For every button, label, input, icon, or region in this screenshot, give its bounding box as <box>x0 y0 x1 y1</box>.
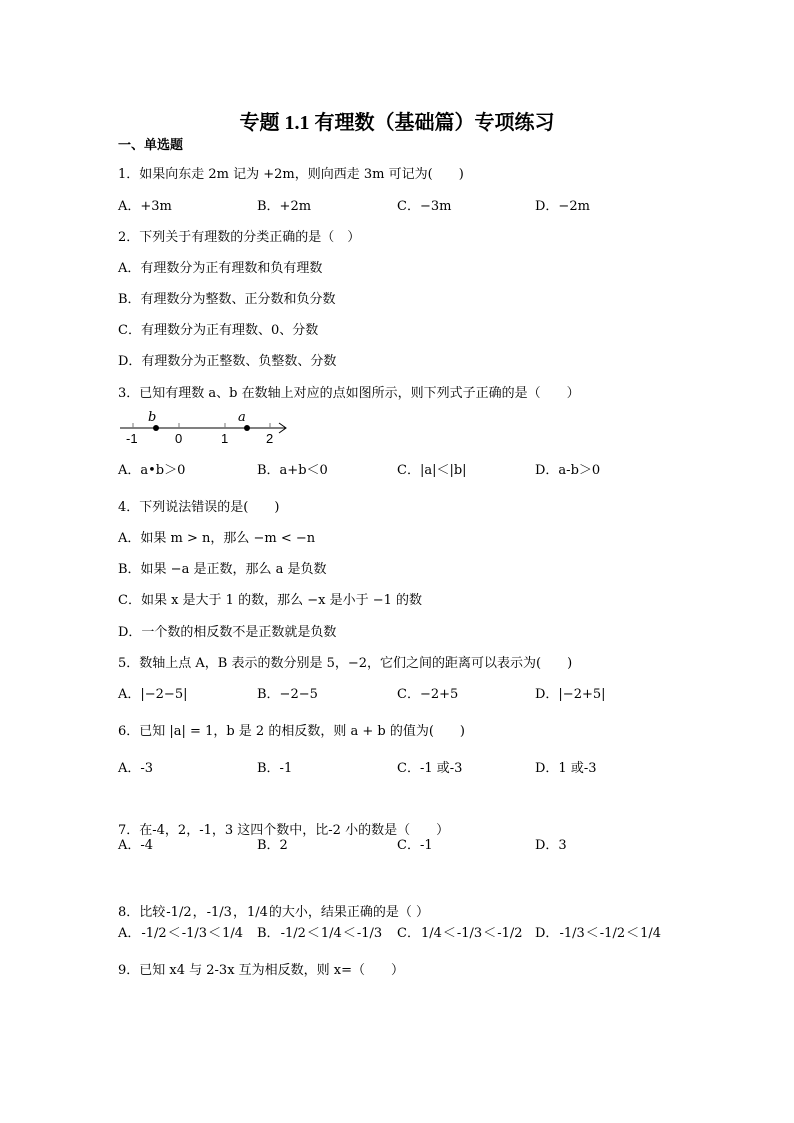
option-c: C．−3m <box>397 199 452 214</box>
option-label: D． <box>535 926 559 941</box>
option-d: D．有理数分为正整数、负整数、分数 <box>118 354 337 369</box>
point-b <box>153 425 159 431</box>
option-b: B．-1 <box>257 761 293 776</box>
page-title: 专题 1.1 有理数（基础篇）专项练习 <box>239 112 555 134</box>
tick-label: 2 <box>266 431 274 446</box>
option-b: B．-1/2＜1/4＜-1/3 <box>257 926 383 941</box>
option-a: A．-4 <box>118 838 154 853</box>
option-a: A．有理数分为正有理数和负有理数 <box>118 261 323 276</box>
option-a: A．a•b＞0 <box>118 463 186 478</box>
fraction: 1/4 <box>320 926 342 941</box>
option-d: D．−2m <box>535 199 590 214</box>
option-c: C．有理数分为正有理数、0、分数 <box>118 323 319 338</box>
fraction: -1/3 <box>181 926 208 941</box>
fraction: 1/4 <box>420 926 442 941</box>
tick-label: 0 <box>175 431 183 446</box>
fraction: -1/2 <box>166 905 192 920</box>
fraction: -1/2 <box>141 926 167 941</box>
fraction: -1/3 <box>456 926 483 941</box>
q8-stem-prefix: 8．比较 <box>118 905 166 920</box>
option-b: B．有理数分为整数、正分数和负分数 <box>118 292 336 307</box>
fraction: -1/3 <box>356 926 383 941</box>
fraction: -1/2 <box>599 926 626 941</box>
question-5: 5．数轴上点 A，B 表示的数分别是 5，−2，它们之间的距离可以表示为( ) <box>118 656 573 671</box>
point-b-label: b <box>148 410 157 425</box>
option-b: B．+2m <box>257 199 312 214</box>
option-d: D．1 或-3 <box>535 761 597 776</box>
question-2: 2．下列关于有理数的分类正确的是（ ） <box>118 230 361 245</box>
fraction: 1/4 <box>246 905 268 920</box>
point-a-label: a <box>238 410 246 425</box>
option-c: C．如果 x 是大于 1 的数，那么 −x 是小于 −1 的数 <box>118 593 422 608</box>
option-d: D．a-b＞0 <box>535 463 601 478</box>
option-d: D．3 <box>535 838 567 853</box>
option-label: C． <box>397 926 420 941</box>
option-b: B．2 <box>257 838 288 853</box>
option-b: B．−2−5 <box>257 687 318 702</box>
option-a: A．-3 <box>118 761 154 776</box>
point-a <box>244 425 250 431</box>
option-c: C．|a|＜|b| <box>397 463 467 478</box>
question-6: 6．已知 |a| = 1，b 是 2 的相反数，则 a + b 的值为( ) <box>118 724 465 739</box>
fraction: -1/3 <box>206 905 232 920</box>
fraction: -1/3 <box>559 926 585 941</box>
option-a: A．+3m <box>118 199 172 214</box>
fraction: -1/2 <box>497 926 523 941</box>
question-3: 3．已知有理数 a、b 在数轴上对应的点如图所示，则下列式子正确的是（ ） <box>118 386 580 401</box>
option-c: C．−2+5 <box>397 687 459 702</box>
question-7: 7．在-4，2，-1，3 这四个数中，比-2 小的数是（ ） <box>118 823 450 838</box>
question-8: 8．比较-1/2，-1/3，1/4的大小，结果正确的是（ ） <box>118 905 430 920</box>
option-b: B．如果 −a 是正数，那么 a 是负数 <box>118 562 327 577</box>
tick-label: -1 <box>126 431 138 446</box>
option-c: C．1/4＜-1/3＜-1/2 <box>397 926 523 941</box>
tick-label: 1 <box>221 431 229 446</box>
fraction: -1/2 <box>280 926 306 941</box>
option-d: D．-1/3＜-1/2＜1/4 <box>535 926 662 941</box>
fraction: 1/4 <box>640 926 662 941</box>
option-a: A．如果 m > n，那么 −m < −n <box>118 531 316 546</box>
question-9: 9．已知 x4 与 2-3x 互为相反数，则 x=（ ） <box>118 963 405 978</box>
option-b: B．a+b＜0 <box>257 463 328 478</box>
section-heading: 一、单选题 <box>118 138 184 153</box>
question-1: 1．如果向东走 2m 记为 +2m，则向西走 3m 可记为( ) <box>118 167 464 182</box>
fraction: 1/4 <box>222 926 243 941</box>
option-d: D．|−2+5| <box>535 687 606 702</box>
option-d: D．一个数的相反数不是正数就是负数 <box>118 625 337 640</box>
option-a: A．|−2−5| <box>118 687 188 702</box>
option-label: B． <box>257 926 280 941</box>
number-line-figure <box>118 408 293 448</box>
option-a: A．-1/2＜-1/3＜1/4 <box>118 926 243 941</box>
question-4: 4．下列说法错误的是( ) <box>118 500 280 515</box>
q8-stem-suffix: 的大小，结果正确的是（ ） <box>268 905 430 920</box>
option-c: C．-1 <box>397 838 433 853</box>
option-c: C．-1 或-3 <box>397 761 463 776</box>
option-label: A． <box>118 926 141 941</box>
